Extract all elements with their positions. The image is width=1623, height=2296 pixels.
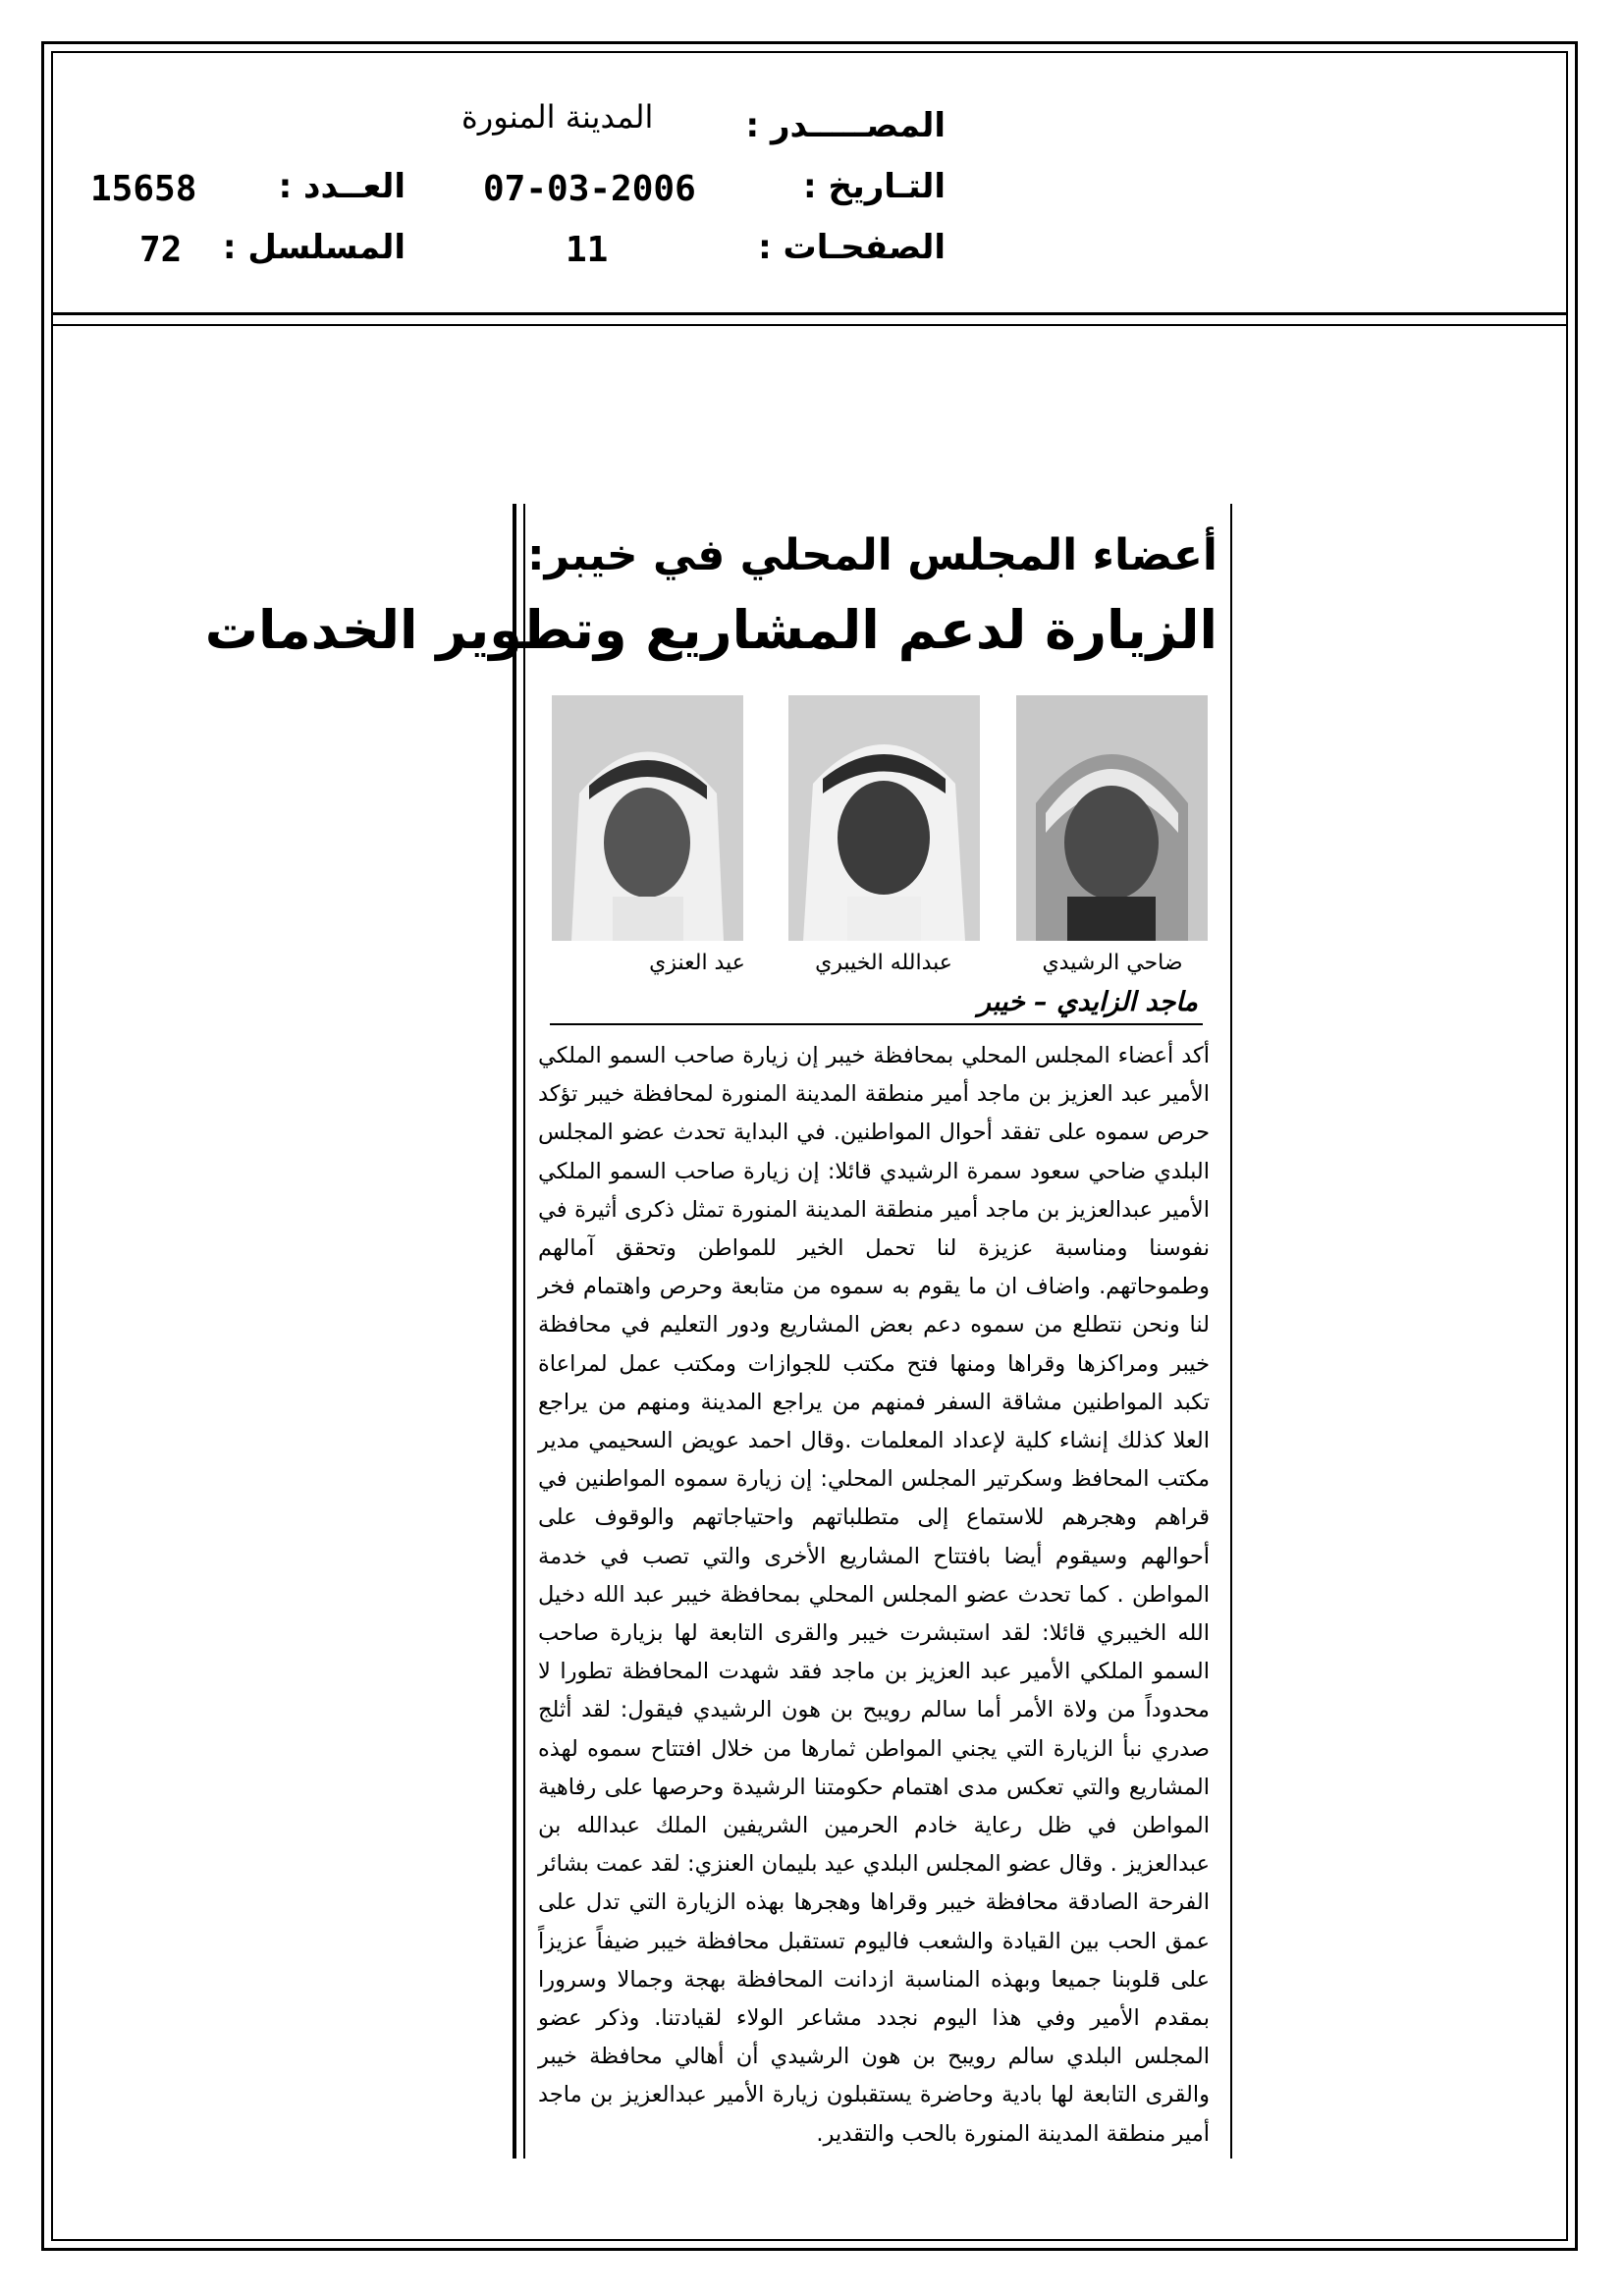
article-headline: الزيارة لدعم المشاريع وتطوير الخدمات	[204, 599, 1217, 661]
clipping-border-right	[1230, 504, 1232, 2159]
clipping-border-left	[513, 504, 516, 2159]
source-label: المصـــــدر :	[745, 106, 946, 145]
clipping-border-left-inner	[523, 504, 525, 2159]
issue-value: 15658	[90, 169, 197, 209]
photo-caption-2: عبدالله الخيبري	[815, 951, 952, 975]
header-divider	[51, 312, 1568, 315]
article-body	[538, 1037, 1210, 2154]
article-body-paragraph: أكد أعضاء المجلس المحلي بمحافظة خيبر إن زيارة صاحب السمو الملكي الأمير عبد العزيز بن ماجد أمير منطقة المدينة المنورة لمحافظة خيبر تؤكد حرص سموه على تفقد أحوال المواطنين. في البداية تحدث عضو المجلس البلدي ضاحي سعود سمرة الرشيدي قائلا: إن زيارة صاحب السمو الملكي الأمير عبدالعزيز بن ماجد أمير منطقة المدينة المنورة تمثل ذكرى أثيرة في نفوسنا ومناسبة عزيزة لنا تحمل الخير للمواطن وتحقق آمالهم وطموحاتهم. واضاف ان ما يقوم به سموه من متابعة وحرص واهتمام فخر لنا ونحن نتطلع من سموه دعم بعض المشاريع ودور التعليم في محافظة خيبر ومراكزها وقراها ومنها فتح مكتب للجوازات ومكتب عمل لمراعاة تكبد المواطنين مشاقة السفر فمنهم من يراجع المدينة ومنهم من يراجع العلا كذلك إنشاء كلية لإعداد المعلمات .وقال احمد عويض السحيمي مدير مكتب المحافظ وسكرتير المجلس المحلي: إن زيارة سموه المواطنين في قراهم وهجرهم للاستماع إلى متطلباتهم واحتياجاتهم والوقوف على أحوالهم وسيقوم أيضا بافتتاح المشاريع الأخرى والتي تصب في خدمة المواطن . كما تحدث عضو المجلس المحلي بمحافظة خيبر عبد الله دخيل الله الخيبري قائلا: لقد استبشرت خيبر والقرى التابعة لها بزيارة صاحب السمو الملكي الأمير عبد العزيز بن ماجد فقد شهدت المحافظة تطورا لا محدوداً من ولاة الأمر أما سالم رويبح بن هون الرشيدي فيقول: لقد أثلج صدري نبأ الزيارة التي يجني المواطن ثمارها من خلال افتتاح سموه لهذه المشاريع والتي تعكس مدى اهتمام حكومتنا الرشيدة وحرصها على رفاهية المواطن في ظل رعاية خادم الحرمين الشريفين الملك عبدالله بن عبدالعزيز . وقال عضو المجلس البلدي عيد بليمان العنزي: لقد عمت بشائر الفرحة الصادقة محافظة خيبر وقراها وهجرها بهذه الزيارة التي تدل على عمق الحب بين القيادة والشعب فاليوم تستقبل محافظة خيبر ضيفاً عزيزاً على قلوبنا جميعا وبهذه المناسبة ازدانت المحافظة بهجة وجمالا وسرورا بمقدم الأمير وفي هذا اليوم نجدد مشاعر الولاء لقيادتنا. وذكر عضو المجلس البلدي سالم رويبح بن هون الرشيدي أن أهالي محافظة خيبر والقرى التابعة لها بادية وحاضرة يستقبلون زيارة الأمير عبدالعزيز بن ماجد أمير منطقة المدينة المنورة بالحب والتقدير.	[538, 1043, 1210, 2147]
photo-caption-3: عيد العنزي	[649, 951, 745, 975]
header-divider-inner	[51, 324, 1568, 326]
pages-label: الصفحـات :	[758, 228, 946, 267]
byline-rule	[550, 1023, 1203, 1025]
issue-label: العــدد :	[278, 167, 406, 206]
article-kicker: أعضاء المجلس المحلي في خيبر:	[527, 530, 1217, 580]
serial-label: المسلسل :	[222, 228, 406, 267]
date-value: 07-03-2006	[483, 169, 696, 209]
serial-value: 72	[139, 230, 183, 270]
portrait-photo-3	[552, 695, 743, 941]
portrait-photo-2	[788, 695, 980, 941]
source-value: المدينة المنورة	[461, 98, 654, 136]
article-byline: ماجد الزايدي – خيبر	[977, 987, 1198, 1017]
photo-caption-1: ضاحي الرشيدي	[1042, 951, 1183, 975]
portrait-photo-1	[1016, 695, 1208, 941]
pages-value: 11	[566, 230, 609, 270]
date-label: التـاريخ :	[803, 167, 946, 206]
